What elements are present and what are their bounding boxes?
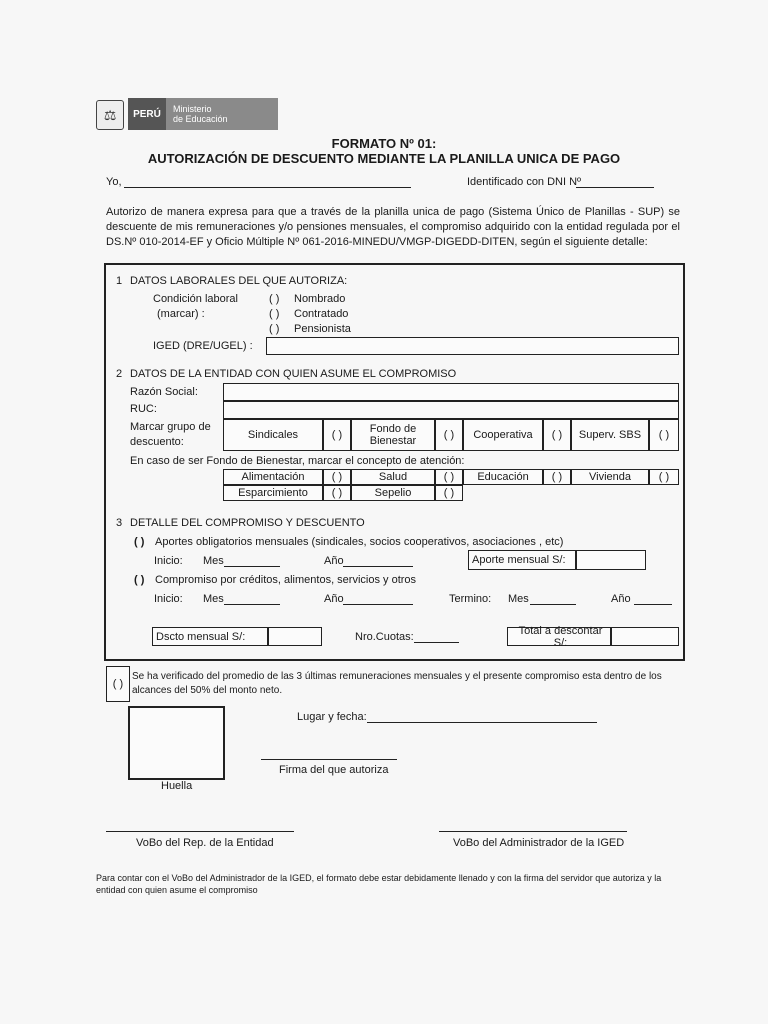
concepto-sepelio: Sepelio bbox=[351, 485, 435, 501]
logo-ministry bbox=[166, 98, 278, 130]
mes-field-2[interactable] bbox=[224, 593, 280, 605]
checkbox-educacion[interactable]: ( ) bbox=[543, 469, 571, 485]
name-field[interactable] bbox=[124, 176, 411, 188]
concepto-salud: Salud bbox=[351, 469, 435, 485]
mes-field-3[interactable] bbox=[530, 593, 576, 605]
checkbox-pensionista[interactable]: ( ) bbox=[269, 323, 280, 335]
mes-label-1: Mes bbox=[203, 555, 224, 567]
concepto-esparcimiento: Esparcimiento bbox=[223, 485, 323, 501]
anio-label-1: Año bbox=[324, 555, 344, 567]
mes-field-1[interactable] bbox=[224, 555, 280, 567]
dni-field[interactable] bbox=[576, 176, 654, 188]
aporte-label: Aporte mensual S/: bbox=[468, 550, 576, 570]
huella-label: Huella bbox=[161, 780, 193, 792]
dscto-input[interactable] bbox=[268, 627, 322, 646]
inicio-label-1: Inicio: bbox=[154, 555, 183, 567]
inicio-label-2: Inicio: bbox=[154, 593, 183, 605]
section3-title: DETALLE DEL COMPROMISO Y DESCUENTO bbox=[130, 517, 365, 529]
vobo-iged-line[interactable] bbox=[439, 831, 627, 832]
lugar-label: Lugar y fecha: bbox=[297, 711, 367, 723]
aporte-input[interactable] bbox=[576, 550, 646, 570]
marcar-label: (marcar) : bbox=[157, 308, 205, 320]
grupo-label-1: Marcar grupo de bbox=[130, 421, 211, 433]
footer-note: Para contar con el VoBo del Administrador de la IGED, el formato debe estar debidamente llenado y con la firma del servidor que autoriza y la entidad con quien asume el compromiso bbox=[96, 873, 662, 895]
checkbox-vivienda[interactable]: ( ) bbox=[649, 469, 679, 485]
checkbox-cooperativa[interactable]: ( ) bbox=[543, 419, 571, 451]
aportes-label: Aportes obligatorios mensuales (sindicales, socios cooperativos, asociaciones , etc) bbox=[155, 536, 564, 548]
anio-label-3: Año bbox=[611, 593, 631, 605]
checkbox-contratado[interactable]: ( ) bbox=[269, 308, 280, 320]
iged-input[interactable] bbox=[266, 337, 679, 355]
firma-line[interactable] bbox=[261, 759, 397, 760]
section3-number: 3 bbox=[116, 517, 123, 529]
checkbox-superv-sbs[interactable]: ( ) bbox=[649, 419, 679, 451]
logo-ministry-line2: de Educación bbox=[173, 114, 228, 124]
iged-label: IGED (DRE/UGEL) : bbox=[153, 340, 253, 352]
section2-number: 2 bbox=[116, 368, 123, 380]
option-nombrado: Nombrado bbox=[294, 293, 346, 305]
section1-number: 1 bbox=[116, 275, 123, 287]
checkbox-esparcimiento[interactable]: ( ) bbox=[323, 485, 351, 501]
cuotas-label: Nro.Cuotas: bbox=[355, 631, 414, 643]
grupo-label-2: descuento: bbox=[130, 436, 184, 448]
checkbox-sepelio[interactable]: ( ) bbox=[435, 485, 463, 501]
total-input[interactable] bbox=[611, 627, 679, 646]
checkbox-fondo-bienestar[interactable]: ( ) bbox=[435, 419, 463, 451]
grupo-sindicales: Sindicales bbox=[223, 419, 323, 451]
checkbox-alimentacion[interactable]: ( ) bbox=[323, 469, 351, 485]
logo-ministry-line1: Ministerio bbox=[173, 104, 212, 114]
vobo-iged-label: VoBo del Administrador de la IGED bbox=[453, 837, 625, 849]
razon-input[interactable] bbox=[223, 383, 679, 401]
razon-label: Razón Social: bbox=[130, 386, 198, 398]
anio-field-3[interactable] bbox=[634, 593, 672, 605]
dscto-label: Dscto mensual S/: bbox=[152, 627, 268, 646]
lugar-field[interactable] bbox=[367, 711, 597, 723]
checkbox-nombrado[interactable]: ( ) bbox=[269, 293, 280, 305]
mes-label-2: Mes bbox=[203, 593, 224, 605]
grupo-superv-sbs: Superv. SBS bbox=[571, 419, 649, 451]
anio-label-2: Año bbox=[324, 593, 344, 605]
verification-text: Se ha verificado del promedio de las 3 últimas remuneraciones mensuales y el presente compromiso esta dentro de los alcances del 50% del monto neto. bbox=[132, 671, 662, 696]
concepto-alimentacion: Alimentación bbox=[223, 469, 323, 485]
firma-label: Firma del que autoriza bbox=[279, 764, 389, 776]
fingerprint-box[interactable] bbox=[128, 706, 225, 780]
section2-title: DATOS DE LA ENTIDAD CON QUIEN ASUME EL COMPROMISO bbox=[130, 368, 457, 380]
bienestar-label: En caso de ser Fondo de Bienestar, marcar el concepto de atención: bbox=[130, 455, 465, 467]
checkbox-aportes[interactable]: ( ) bbox=[134, 536, 145, 548]
total-label: Total a descontar S/: bbox=[507, 627, 611, 646]
vobo-entidad-label: VoBo del Rep. de la Entidad bbox=[136, 837, 274, 849]
mes-label-3: Mes bbox=[508, 593, 529, 605]
anio-field-2[interactable] bbox=[343, 593, 413, 605]
option-contratado: Contratado bbox=[294, 308, 349, 320]
grupo-cooperativa: Cooperativa bbox=[463, 419, 543, 451]
concepto-educacion: Educación bbox=[463, 469, 543, 485]
anio-field-1[interactable] bbox=[343, 555, 413, 567]
coat-of-arms-icon: ⚖ bbox=[96, 100, 124, 130]
ruc-label: RUC: bbox=[130, 403, 157, 415]
checkbox-salud[interactable]: ( ) bbox=[435, 469, 463, 485]
vobo-entidad-line[interactable] bbox=[106, 831, 294, 832]
checkbox-sindicales[interactable]: ( ) bbox=[323, 419, 351, 451]
checkbox-verification[interactable]: ( ) bbox=[106, 666, 130, 702]
ruc-input[interactable] bbox=[223, 401, 679, 419]
option-pensionista: Pensionista bbox=[294, 323, 351, 335]
creditos-label: Compromiso por créditos, alimentos, servicios y otros bbox=[155, 574, 417, 586]
yo-label: Yo, bbox=[106, 176, 122, 188]
form-title: FORMATO Nº 01: bbox=[331, 136, 437, 151]
cuotas-field[interactable] bbox=[414, 631, 459, 643]
section1-title: DATOS LABORALES DEL QUE AUTORIZA: bbox=[130, 275, 348, 287]
termino-label: Termino: bbox=[449, 593, 492, 605]
concepto-vivienda: Vivienda bbox=[571, 469, 649, 485]
checkbox-creditos[interactable]: ( ) bbox=[134, 574, 145, 586]
condicion-label: Condición laboral bbox=[153, 293, 238, 305]
grupo-fondo-bienestar: Fondo de Bienestar bbox=[351, 419, 435, 451]
intro-paragraph: Autorizo de manera expresa para que a través de la planilla unica de pago (Sistema Único de Planillas - SUP) se descuente de mis remuneraciones y/o pensiones mensuales, el compromiso adquirido con la entidad regulada por el DS.Nº 010-2014-EF y Oficio Múltiple Nº 061-2016-MINEDU/VMGP-DIGEDD-DITEN, según el siguiente detalle: bbox=[106, 206, 680, 248]
dni-label: Identificado con DNI Nº bbox=[467, 176, 582, 188]
form-subtitle: AUTORIZACIÓN DE DESCUENTO MEDIANTE LA PLANILLA UNICA DE PAGO bbox=[147, 151, 621, 166]
logo-peru: PERÚ bbox=[128, 98, 166, 130]
